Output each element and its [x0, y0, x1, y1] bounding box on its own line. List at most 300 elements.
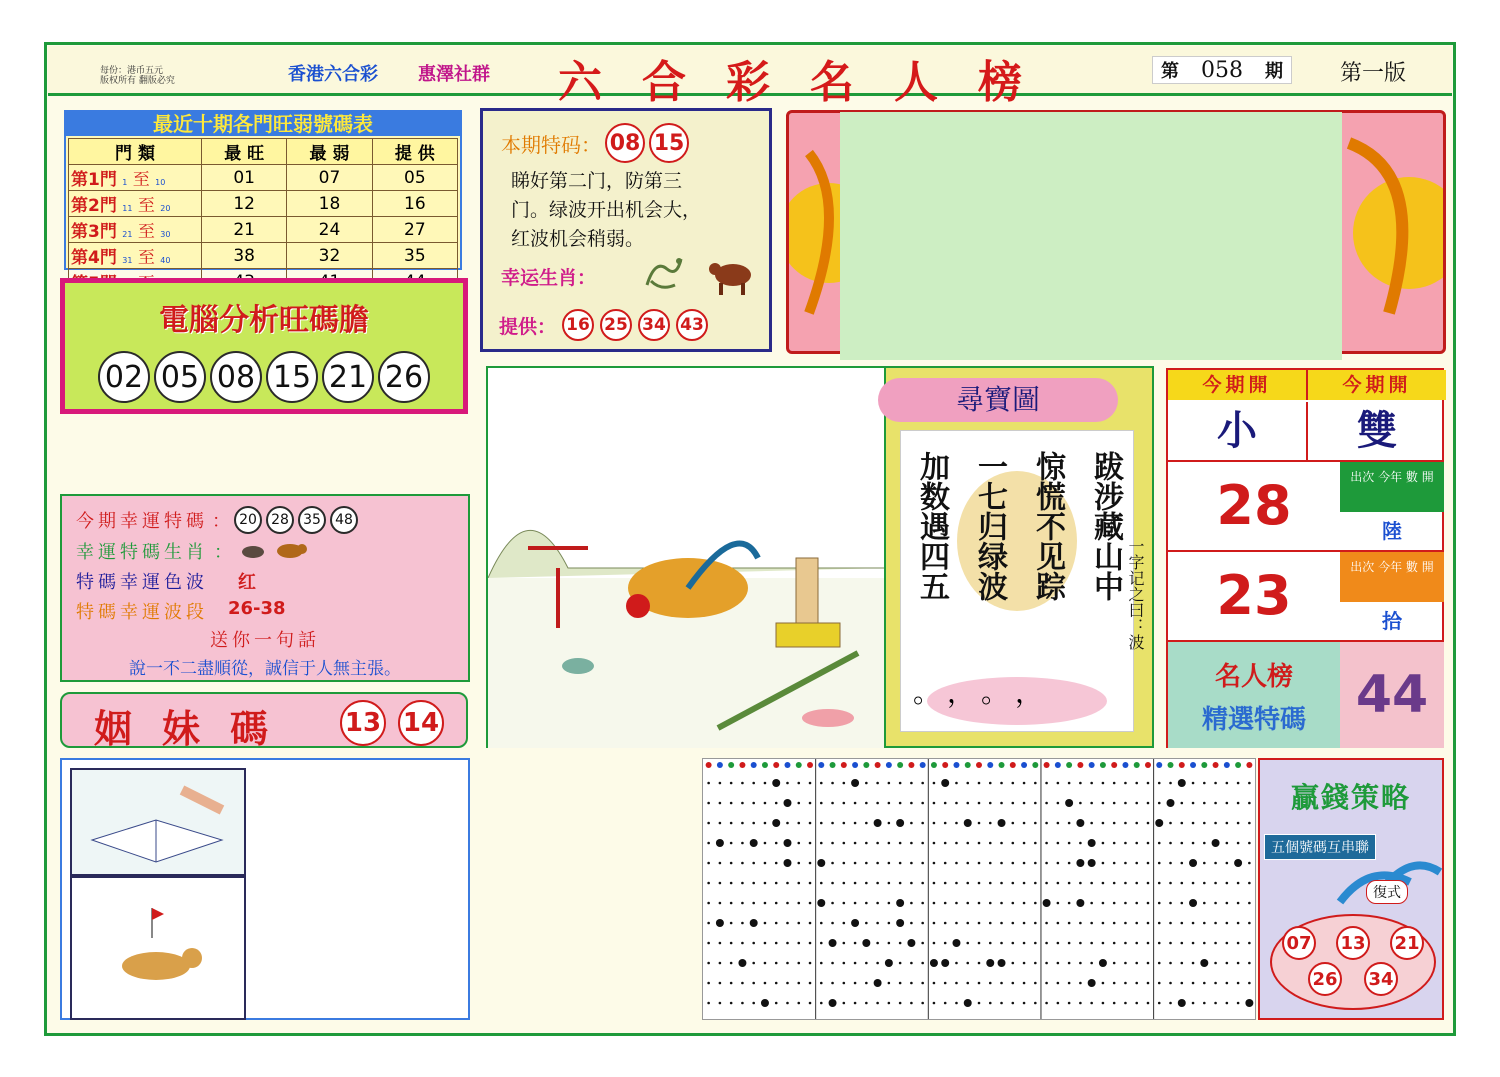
grid-dot — [764, 922, 767, 925]
grid-dot — [1011, 962, 1014, 965]
grid-dot — [1158, 982, 1161, 985]
grid-dot — [809, 902, 812, 905]
grid-dot — [1169, 922, 1172, 925]
grid-dot — [783, 799, 791, 807]
grid-dot — [1068, 842, 1071, 845]
number-dot-grid — [702, 758, 1256, 1020]
grid-dot — [1068, 902, 1071, 905]
th-give: 提 供 — [372, 139, 457, 165]
mouse-icon — [70, 876, 246, 1020]
grid-dot — [851, 919, 859, 927]
grid-dot — [1057, 882, 1060, 885]
lucky-label: 今期幸運特碼 — [76, 511, 208, 532]
grid-dot — [716, 839, 724, 847]
grid-dot — [1214, 962, 1217, 965]
header-ball — [1201, 762, 1207, 768]
grid-dot — [741, 942, 744, 945]
grid-dot — [764, 822, 767, 825]
price-text: 每份：港币五元 — [100, 66, 164, 76]
header — [48, 46, 1452, 108]
grid-dot — [775, 982, 778, 985]
door-label: 第4門 — [71, 248, 117, 268]
grid-dot — [966, 942, 969, 945]
grid-dot — [1023, 922, 1026, 925]
grid-dot — [854, 882, 857, 885]
table-title: 最近十期各門旺弱號碼表 — [66, 112, 460, 136]
grid-dot — [707, 802, 710, 805]
grid-dot — [955, 922, 958, 925]
grid-dot — [978, 962, 981, 965]
grid-dot — [888, 1002, 891, 1005]
grid-dot — [1248, 982, 1251, 985]
grid-dot — [1214, 982, 1217, 985]
grid-dot — [1124, 842, 1127, 845]
grid-dot — [888, 942, 891, 945]
grid-dot — [910, 902, 913, 905]
page-title: 六合彩名人榜 — [558, 57, 1062, 108]
door-from: 11 — [122, 204, 133, 213]
grid-dot — [989, 862, 992, 865]
grid-dot — [741, 822, 744, 825]
grid-dot — [1248, 922, 1251, 925]
cell-give: 27 — [372, 217, 457, 243]
grid-dot — [1023, 902, 1026, 905]
header-ball — [953, 762, 959, 768]
lucky-saying-title: 送你一句話 — [210, 630, 320, 651]
grid-dot — [1248, 822, 1251, 825]
grid-dot — [921, 902, 924, 905]
grid-dot — [1057, 1002, 1060, 1005]
header-ball — [942, 762, 948, 768]
special-label: 本期特码： — [501, 132, 601, 157]
grid-dot — [955, 982, 958, 985]
grid-dot — [1178, 999, 1186, 1007]
edition: 第一版 — [1340, 61, 1407, 86]
door-to-label: 至 — [137, 222, 155, 242]
issue-number: 058 — [1201, 57, 1243, 83]
grid-dot — [797, 982, 800, 985]
grid-dot — [730, 842, 733, 845]
grid-dot — [1011, 882, 1014, 885]
header-ball — [1010, 762, 1016, 768]
grid-dot — [1034, 822, 1037, 825]
grid-dot — [1076, 859, 1084, 867]
grid-dot — [998, 959, 1006, 967]
grid-dot — [1180, 942, 1183, 945]
grid-dot — [966, 842, 969, 845]
grid-dot — [1214, 782, 1217, 785]
grid-dot — [930, 959, 938, 967]
grid-dot — [741, 922, 744, 925]
grid-dot — [1180, 922, 1183, 925]
grid-dot — [1158, 842, 1161, 845]
grid-dot — [1203, 1002, 1206, 1005]
grid-dot — [1245, 999, 1253, 1007]
provide-label: 提供： — [499, 315, 557, 338]
grid-dot — [831, 802, 834, 805]
grid-dot — [1102, 842, 1105, 845]
header-ball — [1111, 762, 1117, 768]
grid-dot — [876, 922, 879, 925]
grid-dot — [944, 842, 947, 845]
door-to: 10 — [155, 178, 166, 187]
grid-dot — [1068, 942, 1071, 945]
price-note — [100, 66, 175, 86]
header-ball — [1077, 762, 1083, 768]
grid-dot — [1057, 902, 1060, 905]
cell-max: 21 — [202, 217, 287, 243]
brand-community: 惠澤社群 — [418, 64, 490, 85]
grid-dot — [1045, 962, 1048, 965]
grid-dot — [1237, 922, 1240, 925]
grid-dot — [989, 942, 992, 945]
grid-dot — [899, 962, 902, 965]
grid-dot — [786, 942, 789, 945]
fame-subtitle: 精選特碼 — [1201, 705, 1306, 735]
grid-dot — [1079, 842, 1082, 845]
header-ball — [1156, 762, 1162, 768]
door-to-label: 至 — [137, 196, 155, 216]
zodiac-label: 幸运生肖： — [501, 267, 597, 289]
open-header-1: 今期開 — [1168, 370, 1306, 400]
open-number-1: 28 — [1216, 474, 1292, 537]
grid-dot — [797, 902, 800, 905]
grid-dot — [1000, 942, 1003, 945]
grid-dot — [910, 922, 913, 925]
grid-dot — [944, 922, 947, 925]
header-ball — [852, 762, 858, 768]
grid-dot — [1102, 982, 1105, 985]
table-row — [69, 165, 458, 191]
header-ball — [1190, 762, 1196, 768]
grid-dot — [764, 782, 767, 785]
grid-dot — [797, 802, 800, 805]
strategy-type: 復式 — [1366, 880, 1408, 904]
grid-dot — [1065, 799, 1073, 807]
grid-dot — [1076, 899, 1084, 907]
grid-dot — [786, 882, 789, 885]
grid-dot — [764, 942, 767, 945]
header-ball — [976, 762, 982, 768]
grid-dot — [831, 782, 834, 785]
grid-dot — [1169, 962, 1172, 965]
grid-dot — [1099, 959, 1107, 967]
number-ball: 35 — [298, 506, 326, 534]
grid-dot — [1023, 782, 1026, 785]
strategy-balls — [1270, 914, 1436, 1010]
grid-dot — [817, 859, 825, 867]
grid-dot — [1088, 979, 1096, 987]
grid-dot — [1079, 962, 1082, 965]
grid-dot — [1147, 822, 1150, 825]
grid-dot — [964, 999, 972, 1007]
grid-dot — [1034, 982, 1037, 985]
grid-dot — [829, 939, 837, 947]
grid-dot — [1011, 822, 1014, 825]
grid-dot — [1068, 1002, 1071, 1005]
grid-dot — [1090, 942, 1093, 945]
grid-dot — [1068, 822, 1071, 825]
grid-dot — [843, 802, 846, 805]
grid-dot — [865, 1002, 868, 1005]
cell-give: 16 — [372, 191, 457, 217]
strategy-subtitle: 五個號碼互串聯 — [1264, 834, 1376, 860]
grid-dot — [1034, 1002, 1037, 1005]
grid-dot — [921, 1002, 924, 1005]
grid-dot — [1124, 882, 1127, 885]
grid-dot — [933, 782, 936, 785]
grid-dot — [772, 819, 780, 827]
grid-dot — [896, 899, 904, 907]
grid-dot — [1226, 802, 1229, 805]
fame-box — [1168, 642, 1340, 748]
header-ball — [751, 762, 757, 768]
grid-dot — [707, 942, 710, 945]
grid-dot — [1090, 962, 1093, 965]
grid-dot — [966, 962, 969, 965]
grid-dot — [1023, 802, 1026, 805]
grid-dot — [921, 982, 924, 985]
grid-dot — [1090, 902, 1093, 905]
grid-dot — [1079, 1002, 1082, 1005]
grid-dot — [1158, 802, 1161, 805]
blank-ad-area — [840, 112, 1342, 360]
dragon-icon — [641, 251, 685, 295]
header-ball — [1179, 762, 1185, 768]
grid-dot — [1124, 862, 1127, 865]
grid-dot — [854, 842, 857, 845]
grid-dot — [944, 982, 947, 985]
grid-dot — [854, 902, 857, 905]
number-ball: 08 — [210, 351, 262, 403]
cell-min: 24 — [287, 217, 372, 243]
grid-dot — [998, 819, 1006, 827]
grid-dot — [1158, 922, 1161, 925]
number-ball: 26 — [1308, 962, 1342, 996]
special-row — [501, 123, 689, 163]
grid-dot — [910, 962, 913, 965]
grid-dot — [1076, 819, 1084, 827]
grid-dot — [1113, 962, 1116, 965]
grid-dot — [1147, 882, 1150, 885]
grid-dot — [944, 802, 947, 805]
grid-dot — [1203, 862, 1206, 865]
grid-dot — [1192, 942, 1195, 945]
size-result: 小 — [1217, 408, 1257, 454]
grid-dot — [809, 862, 812, 865]
grid-dot — [1214, 902, 1217, 905]
grid-dot — [1011, 942, 1014, 945]
grid-dot — [1079, 942, 1082, 945]
grid-dot — [1124, 1002, 1127, 1005]
grid-dot — [978, 1002, 981, 1005]
grid-dot — [888, 862, 891, 865]
grid-dot — [1248, 902, 1251, 905]
grid-dot — [944, 882, 947, 885]
grid-dot — [1237, 842, 1240, 845]
grid-dot — [1045, 822, 1048, 825]
grid-dot — [955, 842, 958, 845]
grid-dot — [1192, 1002, 1195, 1005]
grid-dot — [719, 882, 722, 885]
grid-dot — [1248, 862, 1251, 865]
computer-balls — [65, 351, 463, 403]
sister-title: 姻妹碼 — [94, 707, 299, 751]
grid-dot — [707, 882, 710, 885]
grid-dot — [831, 862, 834, 865]
grid-dot — [1113, 922, 1116, 925]
grid-dot — [955, 822, 958, 825]
grid-dot — [1034, 782, 1037, 785]
grid-dot — [1214, 802, 1217, 805]
grid-dot — [843, 862, 846, 865]
grid-dot — [1180, 862, 1183, 865]
grid-dot — [989, 822, 992, 825]
grid-dot — [1045, 922, 1048, 925]
grid-dot — [1088, 839, 1096, 847]
grid-dot — [1158, 862, 1161, 865]
door-label: 第1門 — [71, 170, 117, 190]
grid-dot — [888, 982, 891, 985]
grid-dot — [899, 942, 902, 945]
grid-dot — [707, 782, 710, 785]
grid-dot — [865, 862, 868, 865]
grid-dot — [775, 962, 778, 965]
grid-dot — [944, 1002, 947, 1005]
grid-dot — [1135, 802, 1138, 805]
grid-dot — [851, 779, 859, 787]
grid-dot — [888, 922, 891, 925]
grid-dot — [809, 882, 812, 885]
grid-dot — [1023, 942, 1026, 945]
grid-dot — [1167, 799, 1175, 807]
grid-dot — [1034, 862, 1037, 865]
grid-dot — [1034, 922, 1037, 925]
grid-dot — [865, 922, 868, 925]
header-ball — [1235, 762, 1241, 768]
grid-dot — [854, 822, 857, 825]
grid-dot — [1079, 802, 1082, 805]
grid-dot — [831, 922, 834, 925]
grid-dot — [1147, 782, 1150, 785]
grid-dot — [1203, 802, 1206, 805]
grid-dot — [1203, 822, 1206, 825]
grid-dot — [831, 902, 834, 905]
grid-dot — [707, 862, 710, 865]
lucky-row-1: 今期幸運特碼 ： 20 28 35 48 — [76, 506, 358, 534]
grid-dot — [1124, 782, 1127, 785]
grid-dot — [752, 862, 755, 865]
book-icon — [70, 768, 246, 876]
door-label: 第2門 — [71, 196, 117, 216]
grid-dot — [797, 822, 800, 825]
grid-dot — [989, 882, 992, 885]
grid-dot — [1180, 802, 1183, 805]
cell-min: 18 — [287, 191, 372, 217]
grid-dot — [933, 982, 936, 985]
grid-dot — [978, 862, 981, 865]
grid-dot — [1169, 982, 1172, 985]
header-ball — [1032, 762, 1038, 768]
grid-dot — [730, 922, 733, 925]
grid-dot — [797, 862, 800, 865]
grid-dot — [1234, 859, 1242, 867]
open-number-2: 23 — [1216, 564, 1292, 627]
grid-dot — [1090, 1002, 1093, 1005]
header-ball — [762, 762, 768, 768]
grid-dot — [1045, 782, 1048, 785]
grid-dot — [1023, 962, 1026, 965]
grid-dot — [820, 982, 823, 985]
grid-dot — [1237, 982, 1240, 985]
header-ball — [1224, 762, 1230, 768]
grid-dot — [1102, 902, 1105, 905]
header-ball — [987, 762, 993, 768]
issue-box — [1152, 56, 1292, 84]
grid-dot — [741, 882, 744, 885]
count-value-2: 拾 — [1382, 609, 1402, 633]
grid-dot — [775, 802, 778, 805]
grid-dot — [1214, 862, 1217, 865]
grid-dot — [952, 939, 960, 947]
grid-dot — [1147, 962, 1150, 965]
grid-dot — [707, 982, 710, 985]
grid-dot — [1011, 782, 1014, 785]
number-ball: 28 — [266, 506, 294, 534]
grid-dot — [1169, 782, 1172, 785]
special-text-line: 红波机会稍弱。 — [511, 228, 645, 250]
grid-dot — [978, 802, 981, 805]
number-ball: 15 — [266, 351, 318, 403]
grid-dot — [921, 862, 924, 865]
grid-dot — [1034, 902, 1037, 905]
grid-dot — [1214, 882, 1217, 885]
grid-dot — [933, 802, 936, 805]
number-ball: 21 — [322, 351, 374, 403]
grid-dot — [797, 962, 800, 965]
header-ball — [875, 762, 881, 768]
cell-give: 35 — [372, 243, 457, 269]
grid-dot — [1192, 962, 1195, 965]
grid-dot — [899, 782, 902, 785]
grid-dot — [1011, 982, 1014, 985]
grid-dot — [978, 982, 981, 985]
grid-dot — [1011, 862, 1014, 865]
grid-dot — [888, 782, 891, 785]
grid-dot — [910, 862, 913, 865]
header-ball — [717, 762, 723, 768]
strategy-title: 贏錢策略 — [1290, 781, 1411, 814]
lucky-row-3 — [76, 568, 256, 594]
grid-dot — [738, 959, 746, 967]
grid-dot — [941, 959, 949, 967]
cell-max: 01 — [202, 165, 287, 191]
grid-dot — [1135, 1002, 1138, 1005]
grid-dot — [1248, 842, 1251, 845]
fame-number: 44 — [1340, 642, 1444, 748]
grid-dot — [865, 982, 868, 985]
grid-dot — [1214, 1002, 1217, 1005]
grid-dot — [1011, 802, 1014, 805]
grid-dot — [1057, 962, 1060, 965]
cell-give: 05 — [372, 165, 457, 191]
rooster-scene-icon — [488, 368, 886, 748]
table-row — [69, 217, 458, 243]
grid-dot — [843, 922, 846, 925]
table-row — [69, 243, 458, 269]
grid-dot — [854, 1002, 857, 1005]
number-ball: 13 — [340, 700, 386, 746]
